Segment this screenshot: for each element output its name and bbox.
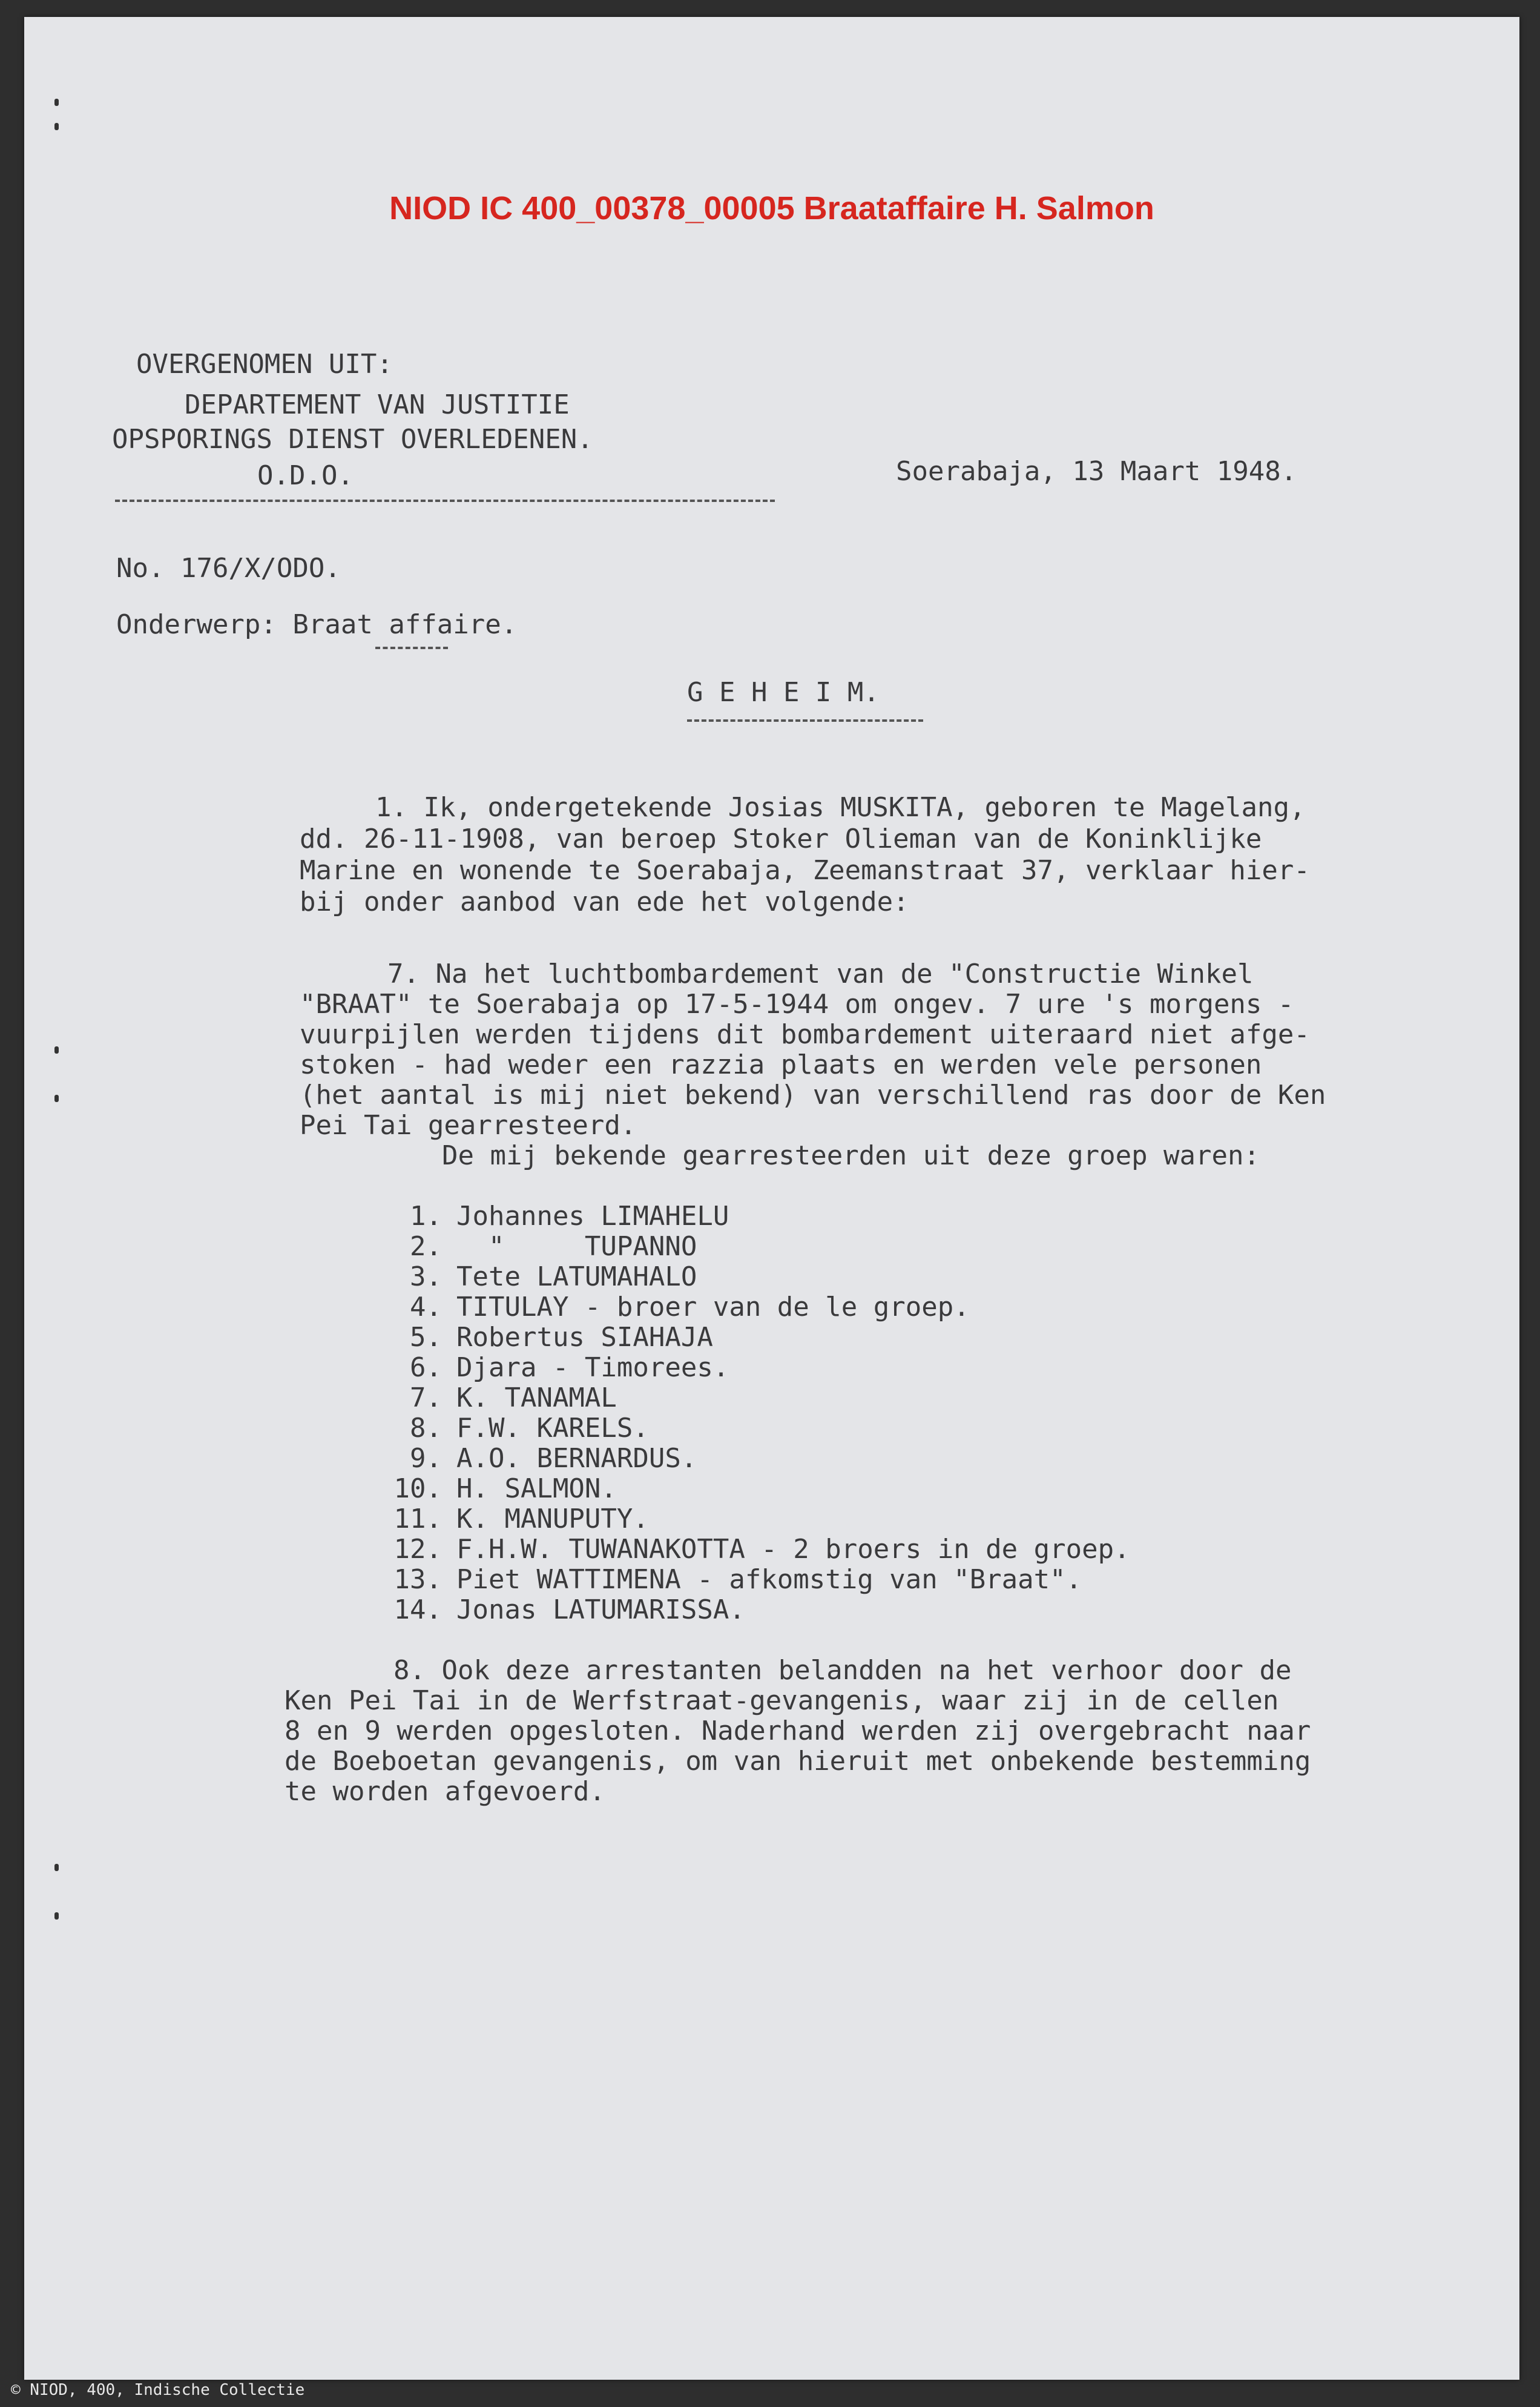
list-item-name: H. SALMON.: [456, 1473, 617, 1504]
service: OPSPORINGS DIENST OVERLEDENEN.: [112, 424, 593, 455]
list-item-name: TITULAY - broer van de le groep.: [456, 1292, 970, 1322]
reference-number: No. 176/X/ODO.: [116, 553, 341, 584]
text-line: De mij bekende gearresteerden uit deze groep waren:: [442, 1140, 1260, 1171]
text-line: 8. Ook deze arrestanten belandden na het verhoor door de: [393, 1655, 1292, 1686]
punch-hole: [54, 99, 59, 106]
place-date: Soerabaja, 13 Maart 1948.: [896, 456, 1297, 487]
text-line: Marine en wonende te Soerabaja, Zeemanstraat 37, verklaar hier-: [300, 855, 1310, 886]
list-item: [375, 1292, 970, 1322]
list-item-name: F.H.W. TUWANAKOTTA - 2 broers in de groep.: [456, 1534, 1130, 1565]
punch-hole: [54, 1046, 59, 1054]
list-item: [375, 1382, 617, 1413]
list-item-number: 9.: [410, 1443, 442, 1474]
list-item: [375, 1201, 729, 1232]
list-item-number: 8.: [410, 1413, 442, 1444]
taken-from: OVERGENOMEN UIT:: [136, 349, 393, 380]
list-item-number: 12.: [393, 1534, 442, 1565]
list-item: [375, 1261, 697, 1292]
text-line: 1. Ik, ondergetekende Josias MUSKITA, geboren te Magelang,: [375, 792, 1306, 823]
list-item: [375, 1504, 649, 1534]
punch-hole: [54, 1864, 59, 1871]
abbrev: O.D.O.: [257, 460, 354, 491]
list-item-number: 2.: [410, 1231, 442, 1262]
text-line: de Boeboetan gevangenis, om van hieruit met onbekende bestemming: [285, 1746, 1311, 1777]
text-line: 8 en 9 werden opgesloten. Naderhand werden zij overgebracht naar: [285, 1715, 1311, 1746]
punch-hole: [54, 1095, 59, 1102]
list-item: [375, 1534, 1130, 1565]
list-item-number: 1.: [410, 1201, 442, 1232]
list-item-number: 10.: [393, 1473, 442, 1504]
list-item-name: Tete LATUMAHALO: [456, 1261, 697, 1292]
list-item-number: 13.: [393, 1564, 442, 1595]
list-item-name: Johannes LIMAHELU: [456, 1201, 729, 1232]
list-item-number: 7.: [410, 1382, 442, 1413]
list-item-name: F.W. KARELS.: [456, 1413, 649, 1444]
archive-label: NIOD IC 400_00378_00005 Braataffaire H. Salmon: [389, 190, 1154, 226]
text-line: te worden afgevoerd.: [285, 1776, 605, 1807]
list-item: [375, 1594, 745, 1625]
list-item-number: 6.: [410, 1352, 442, 1383]
list-item-name: A.O. BERNARDUS.: [456, 1443, 697, 1474]
department: DEPARTEMENT VAN JUSTITIE: [185, 389, 570, 420]
text-line: dd. 26-11-1908, van beroep Stoker Olieman van de Koninklijke: [300, 824, 1262, 854]
list-item: [375, 1352, 729, 1383]
list-item-name: Robertus SIAHAJA: [456, 1322, 713, 1353]
text-line: "BRAAT" te Soerabaja op 17-5-1944 om ongev. 7 ure 's morgens -: [300, 989, 1294, 1020]
list-item-name: Djara - Timorees.: [456, 1352, 729, 1383]
list-item: [375, 1473, 617, 1504]
list-item: [375, 1564, 1082, 1595]
copyright-footer: © NIOD, 400, Indische Collectie: [11, 2381, 305, 2399]
text-line: Ken Pei Tai in de Werfstraat-gevangenis, waar zij in de cellen: [285, 1685, 1279, 1716]
text-line: stoken - had weder een razzia plaats en werden vele personen: [300, 1049, 1262, 1080]
list-item: [375, 1322, 713, 1353]
list-item-number: 14.: [393, 1594, 442, 1625]
subject: Onderwerp: Braat affaire.: [116, 609, 518, 640]
classification: G E H E I M.: [687, 677, 880, 708]
list-item-number: 11.: [393, 1504, 442, 1534]
text-line: (het aantal is mij niet bekend) van verschillend ras door de Ken: [300, 1080, 1326, 1111]
punch-hole: [54, 1912, 59, 1920]
list-item-name: " TUPANNO: [456, 1231, 697, 1262]
document-page: [24, 17, 1519, 2380]
list-item-number: 4.: [410, 1292, 442, 1322]
list-item-number: 5.: [410, 1322, 442, 1353]
list-item-name: K. MANUPUTY.: [456, 1504, 649, 1534]
list-item-name: Piet WATTIMENA - afkomstig van "Braat".: [456, 1564, 1082, 1595]
punch-hole: [54, 123, 59, 130]
text-line: Pei Tai gearresteerd.: [300, 1110, 637, 1141]
list-item-name: K. TANAMAL: [456, 1382, 617, 1413]
subject-underline: [375, 647, 448, 649]
text-line: vuurpijlen werden tijdens dit bombardement uiteraard niet afge-: [300, 1019, 1310, 1050]
text-line: bij onder aanbod van ede het volgende:: [300, 887, 909, 917]
list-item: [375, 1443, 697, 1474]
separator-line: [115, 500, 775, 502]
list-item: [375, 1413, 649, 1444]
classification-underline: [687, 719, 923, 722]
list-item-name: Jonas LATUMARISSA.: [456, 1594, 745, 1625]
list-item: [375, 1231, 697, 1262]
list-item-number: 3.: [410, 1261, 442, 1292]
text-line: 7. Na het luchtbombardement van de "Constructie Winkel: [387, 959, 1254, 989]
